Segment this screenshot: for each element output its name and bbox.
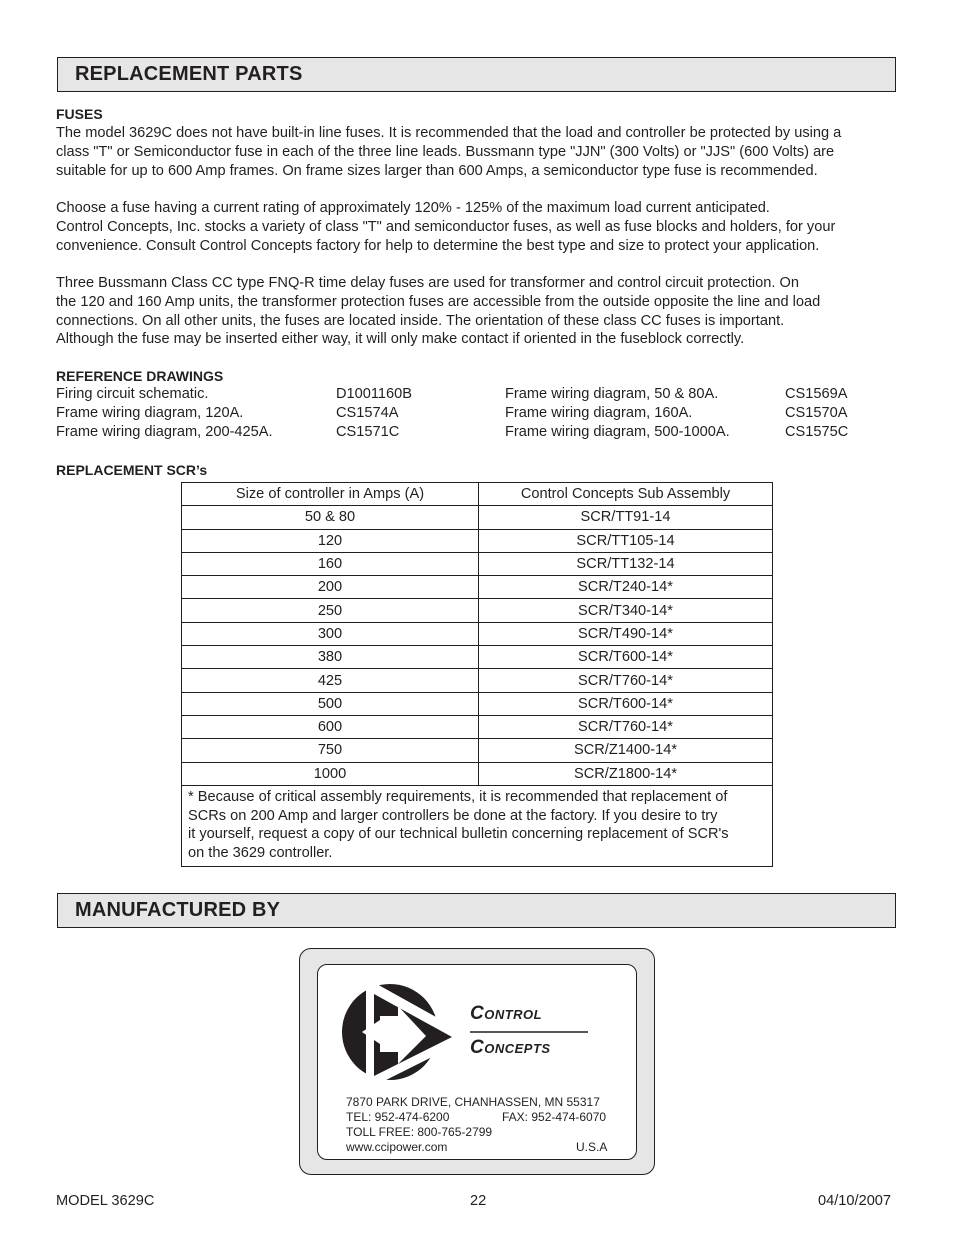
assembly-cell: SCR/Z1400-14* (479, 739, 773, 762)
manufactured-by-banner (57, 893, 896, 928)
text-line: it yourself, request a copy of our technical bulletin concerning replacement of SCR's (188, 826, 729, 843)
table-row (182, 506, 773, 529)
assembly-cell: SCR/T240-14* (479, 576, 773, 599)
ref-desc: Frame wiring diagram, 200-425A. (56, 424, 273, 440)
table-header-row (182, 483, 773, 506)
footer-page-number: 22 (470, 1193, 487, 1209)
assembly-cell: SCR/T760-14* (479, 715, 773, 738)
assembly-cell: SCR/T490-14* (479, 622, 773, 645)
assembly-cell: SCR/TT105-14 (479, 529, 773, 552)
fuses-heading: FUSES (56, 106, 103, 122)
replacement-parts-banner (57, 57, 896, 92)
text-line: connections. On all other units, the fuses are located inside. The orientation of these class CC fuses is important. (56, 312, 785, 329)
col-assembly-header: Control Concepts Sub Assembly (479, 483, 773, 506)
text-line: Choose a fuse having a current rating of approximately 120% - 125% of the maximum load current anticipated. (56, 200, 770, 216)
text-line: Although the fuse may be inserted either way, it will only make contact if oriented in the fuseblock correctly. (56, 331, 745, 348)
size-cell: 120 (182, 529, 479, 552)
size-cell: 500 (182, 692, 479, 715)
reference-drawings-heading: REFERENCE DRAWINGS (56, 368, 224, 384)
size-cell: 600 (182, 715, 479, 738)
tel-line: TEL: 952-474-6200 (346, 1110, 450, 1124)
logo-emblem (342, 978, 472, 1090)
footer-date: 04/10/2007 (818, 1193, 892, 1209)
ref-code: D1001160B (336, 386, 413, 402)
text-line: Control Concepts, Inc. stocks a variety of class "T" and semiconductor fuses, as well as fuse blocks and holders, for your (56, 218, 836, 235)
text-line: convenience. Consult Control Concepts factory for help to determine the best type and size to protect your application. (56, 237, 820, 254)
ref-code: CS1575C (785, 424, 849, 440)
size-cell: 200 (182, 576, 479, 599)
assembly-cell: SCR/T760-14* (479, 669, 773, 692)
web-line: www.ccipower.com (346, 1140, 448, 1154)
assembly-cell: SCR/TT132-14 (479, 552, 773, 575)
text-line: class "T" or Semiconductor fuse in each of the three line leads. Bussmann type "JJN" (300 Volts) or "JJS" (600 Volts) are (56, 143, 835, 160)
ref-code: CS1571C (336, 424, 400, 440)
table-row (182, 599, 773, 622)
table-row (182, 739, 773, 762)
scr-footnote (182, 785, 773, 866)
nameplate (317, 964, 637, 1160)
scr-table (181, 482, 773, 867)
assembly-cell: SCR/TT91-14 (479, 506, 773, 529)
fax-line: FAX: 952-474-6070 (502, 1110, 607, 1124)
text-line: on the 3629 controller. (188, 845, 333, 862)
table-note-row (182, 785, 773, 866)
table-row (182, 552, 773, 575)
table-row (182, 692, 773, 715)
fuses-paragraph-2 (56, 199, 901, 255)
text-line: The model 3629C does not have built-in line fuses. It is recommended that the load and controller be protected by using a (56, 125, 842, 141)
country-line: U.S.A (576, 1140, 608, 1154)
fuses-paragraph-3 (56, 274, 901, 349)
ref-code: CS1570A (785, 405, 848, 421)
control-concepts-logo (340, 972, 590, 1090)
assembly-cell: SCR/T600-14* (479, 692, 773, 715)
text-line: SCRs on 200 Amp and larger controllers be done at the factory. If you desire to try (188, 807, 718, 824)
ref-desc: Frame wiring diagram, 50 & 80A. (505, 386, 719, 402)
col-size-header: Size of controller in Amps (A) (182, 483, 479, 506)
replacement-parts-title: REPLACEMENT PARTS (75, 63, 303, 85)
table-row (182, 576, 773, 599)
size-cell: 750 (182, 739, 479, 762)
manufactured-by-title: MANUFACTURED BY (75, 899, 281, 921)
ref-desc: Firing circuit schematic. (56, 386, 209, 402)
assembly-cell: SCR/T600-14* (479, 646, 773, 669)
ref-desc: Frame wiring diagram, 120A. (56, 405, 244, 421)
table-row (182, 762, 773, 785)
assembly-cell: SCR/T340-14* (479, 599, 773, 622)
nameplate-outer (299, 948, 655, 1175)
size-cell: 1000 (182, 762, 479, 785)
replacement-scrs-heading: REPLACEMENT SCR’s (56, 462, 208, 478)
logo-text-concepts: Concepts (470, 1037, 551, 1058)
footer-model: MODEL 3629C (56, 1193, 155, 1209)
size-cell: 160 (182, 552, 479, 575)
table-row (182, 622, 773, 645)
toll-free-line: TOLL FREE: 800-765-2799 (346, 1125, 493, 1139)
text-line: the 120 and 160 Amp units, the transformer protection fuses are accessible from the outside opposite the line and load (56, 293, 821, 310)
assembly-cell: SCR/Z1800-14* (479, 762, 773, 785)
ref-desc: Frame wiring diagram, 160A. (505, 405, 693, 421)
ref-code: CS1574A (336, 405, 399, 421)
scr-table-body (182, 506, 773, 867)
table-row (182, 669, 773, 692)
fuses-paragraph-1 (56, 124, 901, 180)
table-row (182, 529, 773, 552)
address-line: 7870 PARK DRIVE, CHANHASSEN, MN 55317 (346, 1095, 600, 1109)
logo-text-control: Control (470, 1003, 543, 1024)
size-cell: 250 (182, 599, 479, 622)
ref-code: CS1569A (785, 386, 848, 402)
ref-desc: Frame wiring diagram, 500-1000A. (505, 424, 730, 440)
size-cell: 425 (182, 669, 479, 692)
text-line: * Because of critical assembly requirements, it is recommended that replacement of (188, 788, 728, 805)
size-cell: 380 (182, 646, 479, 669)
size-cell: 50 & 80 (182, 506, 479, 529)
table-row (182, 715, 773, 738)
text-line: Three Bussmann Class CC type FNQ-R time delay fuses are used for transformer and control circuit protection. On (56, 275, 799, 291)
size-cell: 300 (182, 622, 479, 645)
text-line: suitable for up to 600 Amp frames. On frame sizes larger than 600 Amps, a semiconductor type fuse is recommended. (56, 162, 818, 179)
table-row (182, 646, 773, 669)
